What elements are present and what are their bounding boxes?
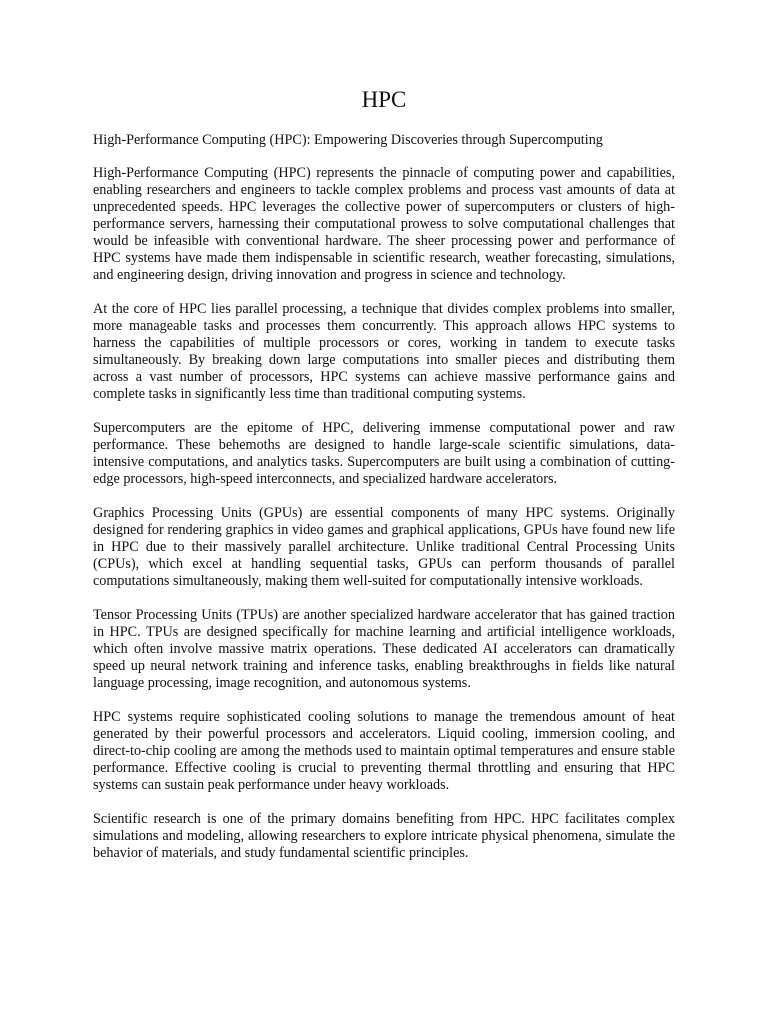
document-body xyxy=(93,132,675,879)
paragraph-tpus: Tensor Processing Units (TPUs) are another specialized hardware accelerator that has gained traction in HPC. TPUs are designed specifically for machine learning and artificial intelligence workloads, which often involve massive matrix operations. These dedicated AI accelerators can dramatically speed up neural network training and inference tasks, enabling breakthroughs in fields like natural language processing, image recognition, and autonomous systems. xyxy=(93,607,675,691)
paragraph-cooling: HPC systems require sophisticated cooling solutions to manage the tremendous amount of heat generated by their powerful processors and accelerators. Liquid cooling, immersion cooling, and direct-to-chip cooling are among the methods used to maintain optimal temperatures and ensure stable performance. Effective cooling is crucial to preventing thermal throttling and ensuring that HPC systems can sustain peak performance under heavy workloads. xyxy=(93,709,675,793)
paragraph-gpus: Graphics Processing Units (GPUs) are essential components of many HPC systems. Originally designed for rendering graphics in video games and graphical applications, GPUs have found new life in HPC due to their massively parallel architecture. Unlike traditional Central Processing Units (CPUs), which excel at handling sequential tasks, GPUs can perform thousands of parallel computations simultaneously, making them well-suited for computationally intensive workloads. xyxy=(93,505,675,589)
document-subtitle: High-Performance Computing (HPC): Empowering Discoveries through Supercomputing xyxy=(93,132,603,148)
paragraph-supercomputers: Supercomputers are the epitome of HPC, delivering immense computational power and raw performance. These behemoths are designed to handle large-scale scientific simulations, data-intensive computations, and analytics tasks. Supercomputers are built using a combination of cutting-edge processors, high-speed interconnects, and specialized hardware accelerators. xyxy=(93,420,675,487)
paragraph-introduction: High-Performance Computing (HPC) represents the pinnacle of computing power and capabilities, enabling researchers and engineers to tackle complex problems and process vast amounts of data at unprecedented speeds. HPC leverages the collective power of supercomputers or clusters of high-performance servers, harnessing their computational prowess to solve computational challenges that would be infeasible with conventional hardware. The sheer processing power and performance of HPC systems have made them indispensable in scientific research, weather forecasting, simulations, and engineering design, driving innovation and progress in science and technology. xyxy=(93,165,675,283)
paragraph-scientific-research: Scientific research is one of the primary domains benefiting from HPC. HPC facilitates complex simulations and modeling, allowing researchers to explore intricate physical phenomena, simulate the behavior of materials, and study fundamental scientific principles. xyxy=(93,811,675,861)
page-title: HPC xyxy=(361,87,407,112)
paragraph-parallel-processing: At the core of HPC lies parallel processing, a technique that divides complex problems into smaller, more manageable tasks and processes them concurrently. This approach allows HPC systems to harness the capabilities of multiple processors or cores, working in tandem to execute tasks simultaneously. By breaking down large computations into smaller pieces and distributing them across a vast number of processors, HPC systems can achieve massive performance gains and complete tasks in significantly less time than traditional computing systems. xyxy=(93,301,675,402)
